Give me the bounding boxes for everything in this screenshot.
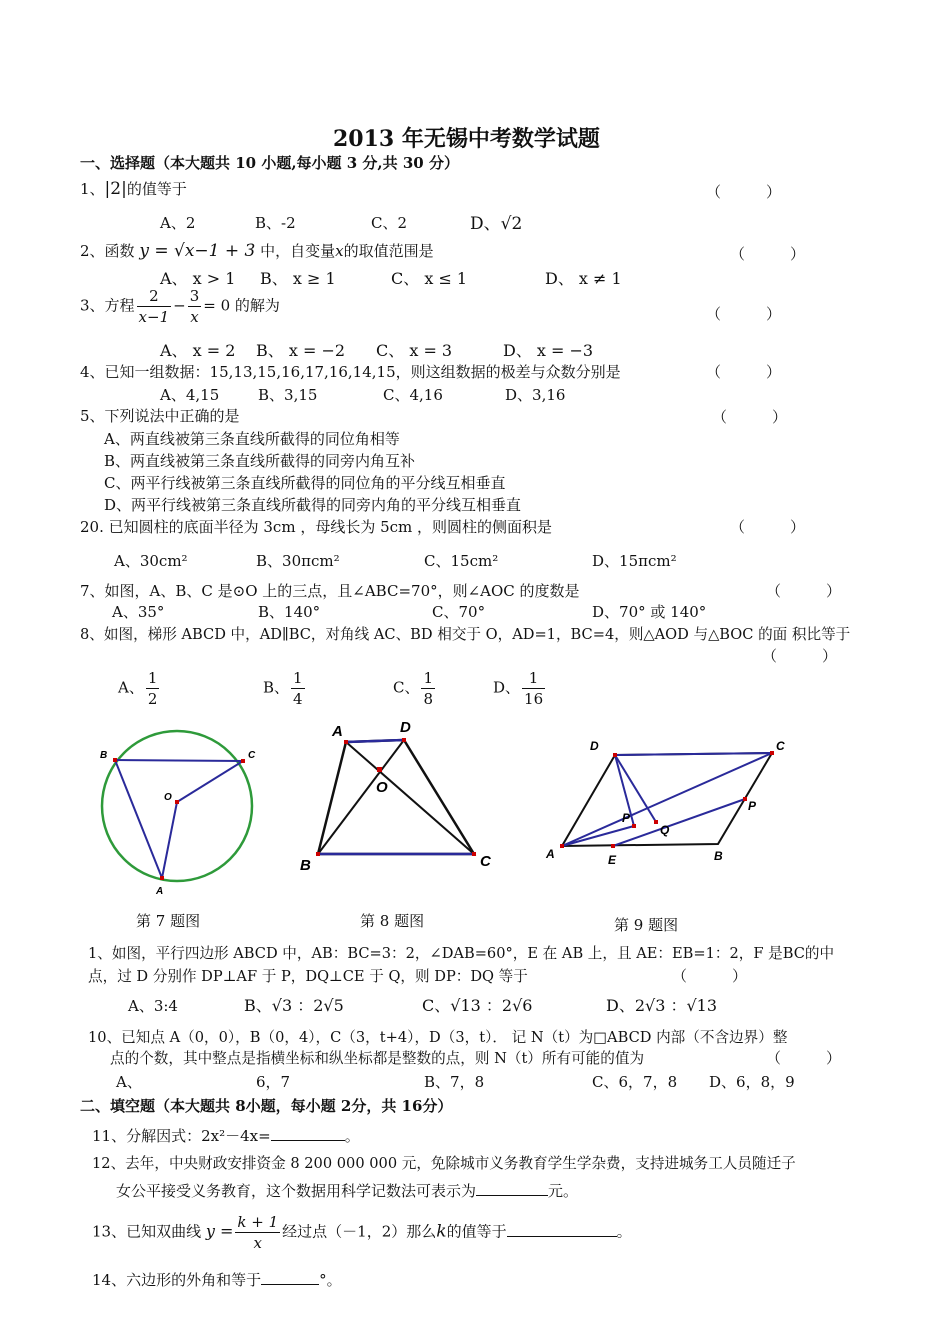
fig7-label-b: B	[100, 750, 108, 761]
q3-fraction-2: $\frac{3}{x}$	[189, 287, 200, 326]
q7-option-d: D、70° 或 140°	[592, 603, 707, 621]
q4-answer-paren: （ ）	[706, 363, 782, 381]
q5-answer-paren: （ ）	[712, 408, 788, 426]
fig7-segment-bc	[115, 760, 243, 761]
question-10-line-2: 点的个数，其中整点是指横坐标和纵坐标都是整数的点，则 N（t）所有可能的值为	[110, 1050, 645, 1067]
q8-option-c: C、 $\frac{1}{8}$	[393, 669, 434, 708]
q8-option-a: A、 $\frac{1}{2}$	[118, 669, 158, 708]
fig7-segment-oc	[177, 761, 243, 802]
q14-text: 14、六边形的外角和等于	[92, 1271, 262, 1289]
q6-option-c: C、15cm²	[424, 552, 499, 570]
question-3	[80, 286, 280, 327]
question-13	[92, 1212, 632, 1253]
fig8-label-d: D	[400, 719, 411, 736]
fig9-label-a: A	[546, 847, 555, 861]
q1-option-c: C、2	[371, 214, 408, 232]
figure-9-parallelogram	[540, 730, 800, 870]
q9-option-c: C、√13 ：2√6	[422, 996, 533, 1015]
figure-7-caption: 第 7 题图	[136, 912, 201, 930]
question-10-line-1: 10、已知点 A（0，0），B（0，4），C（3，t+4），D（3，t）． 记 N（t）为□ABCD 内部（不含边界）整	[88, 1029, 788, 1046]
question-6: 20. 已知圆柱的底面半径为 3cm ，母线长为 5cm ，则圆柱的侧面积是	[80, 518, 553, 536]
q2-tail: 的取值范围是	[343, 242, 434, 260]
fig7-segment-oa	[162, 802, 177, 878]
q9-option-d: D、2√3 ：√13	[606, 996, 718, 1015]
q5-option-b: B、两直线被第三条直线所截得的同旁内角互补	[104, 452, 416, 470]
q10-option-a: A、	[116, 1073, 142, 1091]
q13-mid: 经过点（－1，2）那么	[282, 1222, 437, 1241]
q14-answer-blank[interactable]	[261, 1270, 319, 1285]
question-4: 4、已知一组数据：15,13,15,16,17,16,14,15，则这组数据的极差与众数分别是	[80, 363, 621, 381]
q7-option-a: A、35°	[112, 603, 165, 621]
q7-option-c: C、70°	[432, 603, 486, 621]
q10-option-b: B、7，8	[424, 1073, 485, 1091]
q1-option-a: A、2	[160, 214, 196, 232]
q2-option-b: B、 x ≥ 1	[260, 269, 336, 288]
q2-post: 中，自变量	[260, 242, 336, 260]
fig7-label-a: A	[156, 886, 164, 897]
q2-option-a: A、 x > 1	[160, 269, 236, 288]
question-12-line-1: 12、去年，中央财政安排资金 8 200 000 000 元，免除城市义务教育学生学杂费，支持进城务工人员随迁子	[92, 1155, 796, 1172]
fig9-label-p2: P	[748, 799, 757, 813]
q5-option-d: D、两平行线被第三条直线所截得的同旁内角的平分线互相垂直	[104, 496, 522, 514]
fig8-label-o: O	[376, 779, 388, 796]
question-9-line-2: 点，过 D 分别作 DP⊥AF 于 P，DQ⊥CE 于 Q，则 DP：DQ 等于	[88, 968, 528, 985]
q7-option-b: B、140°	[258, 603, 321, 621]
q9-answer-paren: （ ）	[672, 967, 748, 985]
q11-text: 11、分解因式：2x²－4x=	[92, 1127, 271, 1145]
q13-post: 的值等于	[446, 1222, 507, 1241]
q1-abs: |2|	[104, 179, 127, 199]
fig8-trapezoid-abcd	[318, 740, 474, 854]
q14-end: °。	[319, 1271, 342, 1289]
question-8: 8、如图，梯形 ABCD 中，AD∥BC，对角线 AC、BD 相交于 O，AD=1，BC=4，则△AOD 与△BOC 的面 积比等于	[80, 626, 851, 643]
fig8-segment-ad	[346, 740, 404, 742]
q3-minus: −	[173, 296, 186, 315]
q1-option-b: B、-2	[255, 214, 296, 232]
q3-option-d: D、 x = −3	[503, 341, 594, 360]
fig8-diagonal-bd	[318, 740, 404, 854]
q6-option-b: B、30πcm²	[256, 552, 340, 570]
q2-formula: y = √x−1 + 3	[139, 241, 256, 261]
figure-7-circle	[90, 720, 270, 900]
q8-answer-paren: （ ）	[762, 647, 838, 665]
fig9-segment-dc	[615, 753, 772, 755]
q9-option-a: A、3:4	[128, 997, 178, 1015]
q3-option-c: C、 x = 3	[376, 341, 453, 360]
q4-option-c: C、4,16	[383, 386, 443, 404]
fig8-label-a: A	[332, 723, 343, 740]
q10-option-c: C、6，7，8	[592, 1073, 678, 1091]
q9-option-b: B、√3 ：2√5	[244, 996, 344, 1015]
question-12-line-2	[116, 1180, 578, 1201]
q13-fraction: $\frac{k + 1}{x}$	[237, 1213, 279, 1252]
q2-option-d: D、 x ≠ 1	[545, 269, 622, 288]
q13-end: 。	[616, 1222, 632, 1241]
fig8-label-c: C	[480, 853, 491, 870]
q3-fraction-1: $\frac{2}{x-1}$	[138, 287, 170, 326]
figure-9-caption: 第 9 题图	[614, 916, 679, 934]
fig7-label-c: C	[248, 750, 256, 761]
q13-k: k	[436, 1221, 447, 1242]
fig8-diagonal-ac	[346, 742, 474, 854]
q12-answer-blank[interactable]	[476, 1181, 548, 1196]
question-7: 7、如图，A、B、C 是⊙O 上的三点，且∠ABC=70°，则∠AOC 的度数是	[80, 582, 580, 600]
page-title: 2013 年无锡中考数学试题	[333, 126, 600, 152]
section-heading-fill: 二、填空题（本大题共 8小题，每小题 2分，共 16分）	[80, 1097, 453, 1115]
q6-option-d: D、15πcm²	[592, 552, 677, 570]
q1-text: 的值等于	[126, 180, 187, 198]
q2-pre: 2、函数	[80, 242, 135, 260]
q7-answer-paren: （ ）	[766, 582, 842, 600]
q13-answer-blank[interactable]	[507, 1222, 617, 1237]
q4-option-a: A、4,15	[160, 386, 220, 404]
q11-answer-blank[interactable]	[271, 1126, 345, 1141]
fig8-label-b: B	[300, 857, 311, 874]
fig7-label-o: O	[164, 792, 172, 803]
q3-pre: 3、方程	[80, 296, 135, 315]
q13-y: y =	[205, 1221, 234, 1241]
q3-option-a: A、 x = 2	[160, 341, 236, 360]
fig9-label-d: D	[590, 739, 599, 753]
q12-end: 元。	[548, 1182, 579, 1200]
question-5: 5、下列说法中正确的是	[80, 407, 240, 425]
q1-option-d: D、√2	[470, 214, 523, 234]
q6-answer-paren: （ ）	[730, 518, 806, 536]
q8-option-b: B、 $\frac{1}{4}$	[263, 669, 303, 708]
question-14	[92, 1269, 342, 1290]
question-1	[80, 178, 187, 199]
q2-option-c: C、 x ≤ 1	[391, 269, 468, 288]
question-11	[92, 1125, 360, 1146]
fig9-label-p1: P	[622, 811, 631, 825]
q11-end: 。	[344, 1127, 360, 1145]
q10-option-a-values: 6，7	[256, 1073, 291, 1091]
q10-answer-paren: （ ）	[766, 1049, 842, 1067]
q12-line-2-text: 女公平接受义务教育，这个数据用科学记数法可表示为	[116, 1182, 477, 1200]
fig9-label-b: B	[714, 849, 723, 863]
section-heading-choice: 一、选择题（本大题共 10 小题,每小题 3 分,共 30 分）	[80, 154, 459, 172]
fig9-label-e: E	[608, 853, 617, 867]
q13-pre: 13、已知双曲线	[92, 1222, 202, 1241]
q5-option-a: A、两直线被第三条直线所截得的同位角相等	[104, 430, 400, 448]
q8-option-d: D、 $\frac{1}{16}$	[493, 669, 544, 708]
q4-option-b: B、3,15	[258, 386, 318, 404]
q3-option-b: B、 x = −2	[256, 341, 346, 360]
q10-option-d: D、6，8，9	[709, 1073, 795, 1091]
figure-8-caption: 第 8 题图	[360, 912, 425, 930]
fig9-label-q: Q	[660, 823, 670, 837]
q5-option-c: C、两平行线被第三条直线所截得的同位角的平分线互相垂直	[104, 474, 506, 492]
fig9-label-c: C	[776, 739, 785, 753]
q2-var: x	[335, 242, 344, 260]
q2-answer-paren: （ ）	[730, 245, 806, 263]
figure-8-trapezoid	[296, 718, 506, 878]
fig7-segment-ba	[115, 760, 162, 878]
q4-option-d: D、3,16	[505, 386, 566, 404]
question-9-line-1: 1、如图，平行四边形 ABCD 中，AB：BC=3：2，∠DAB=60°，E 在 AB 上，且 AE：EB=1：2，F 是BC的中	[88, 945, 835, 962]
q3-answer-paren: （ ）	[706, 305, 782, 323]
q6-option-a: A、30cm²	[114, 552, 188, 570]
question-2	[80, 240, 434, 261]
q1-number: 1、	[80, 180, 105, 198]
q1-answer-paren: （ ）	[706, 183, 782, 201]
q3-eq: = 0 的解为	[203, 296, 280, 315]
